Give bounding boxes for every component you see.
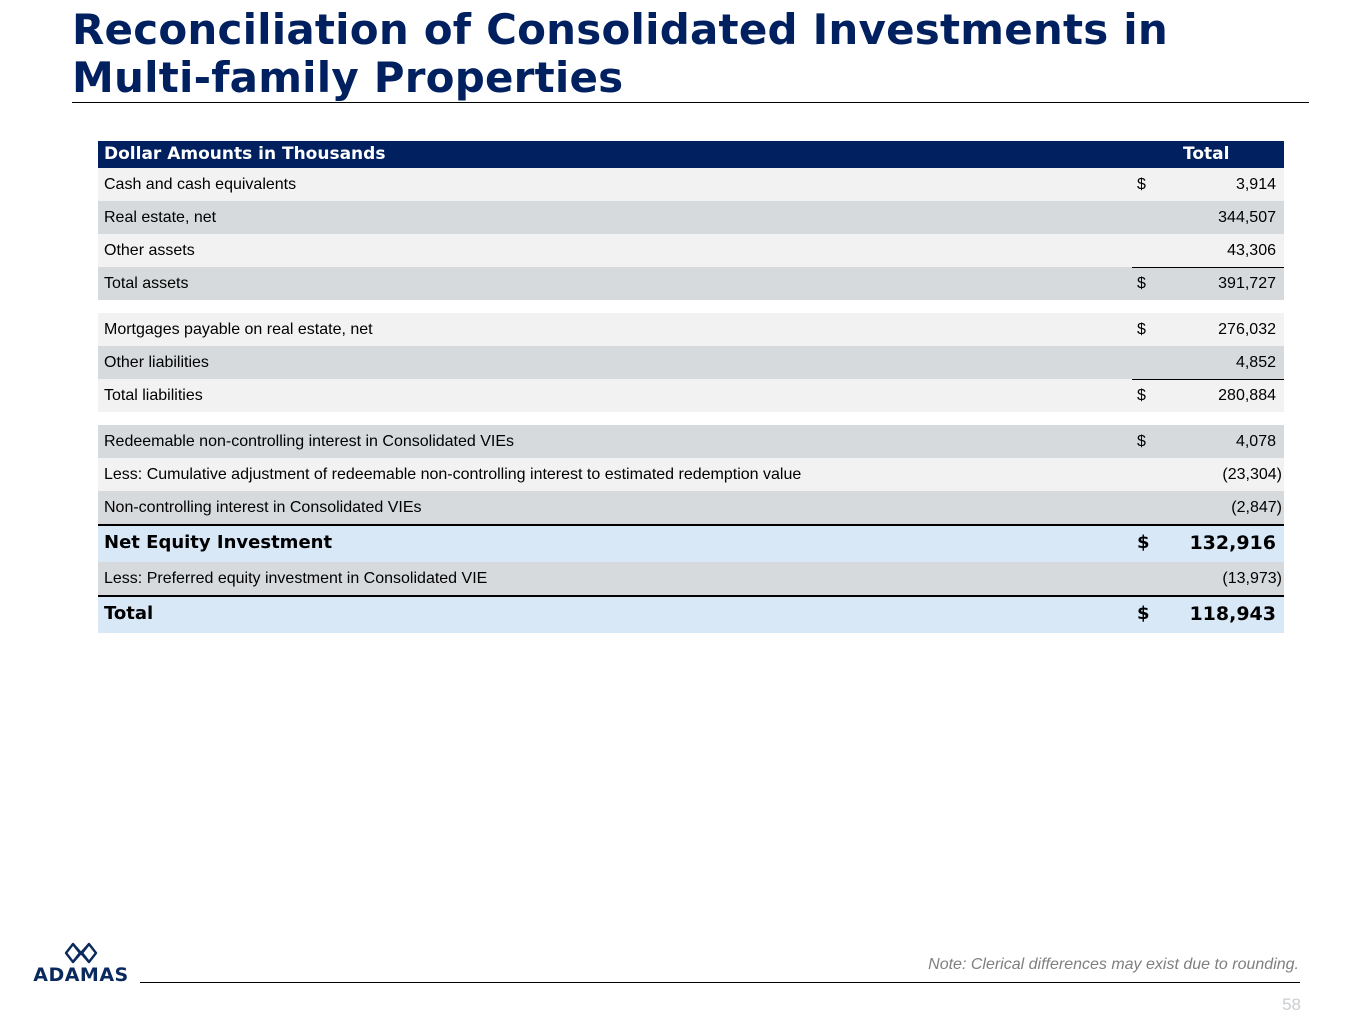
adamas-logo-icon <box>63 940 99 966</box>
row-label: Net Equity Investment <box>104 532 333 553</box>
table-header <box>98 141 1284 168</box>
footer-divider <box>140 982 1300 983</box>
row-value: 276,032 <box>1218 321 1276 338</box>
reconciliation-table <box>98 141 1284 633</box>
section-spacer <box>98 412 1284 425</box>
row-label: Total <box>104 603 154 624</box>
logo-text: ADAMAS <box>33 964 129 986</box>
row-currency: $ <box>1137 387 1146 404</box>
table-row <box>98 458 1284 491</box>
row-currency: $ <box>1137 532 1150 553</box>
row-label: Redeemable non-controlling interest in Consolidated VIEs <box>104 433 515 450</box>
table-row <box>98 313 1284 346</box>
row-value: (2,847) <box>1231 499 1282 516</box>
table-row <box>98 425 1284 458</box>
table-row-subtotal <box>98 267 1284 300</box>
row-label: Real estate, net <box>104 209 217 226</box>
title-divider <box>72 102 1309 103</box>
row-currency: $ <box>1137 275 1146 292</box>
row-value: (13,973) <box>1222 570 1282 587</box>
row-label: Total assets <box>104 275 189 292</box>
table-row <box>98 168 1284 201</box>
row-label: Other liabilities <box>104 354 209 371</box>
row-label: Cash and cash equivalents <box>104 176 297 193</box>
section-spacer <box>98 300 1284 313</box>
total-line <box>98 595 1284 597</box>
row-value: 132,916 <box>1189 532 1276 554</box>
row-value: 43,306 <box>1227 242 1276 259</box>
row-currency: $ <box>1137 176 1146 193</box>
row-value: (23,304) <box>1222 466 1282 483</box>
row-value: 118,943 <box>1189 603 1276 625</box>
row-label: Less: Cumulative adjustment of redeemable non-controlling interest to estimated redemption value <box>104 466 802 483</box>
row-value: 4,852 <box>1235 354 1276 371</box>
row-label: Mortgages payable on real estate, net <box>104 321 373 338</box>
header-total: Total <box>1183 144 1230 164</box>
row-label: Non-controlling interest in Consolidated VIEs <box>104 499 422 516</box>
row-value: 3,914 <box>1235 176 1276 193</box>
page-title: Reconciliation of Consolidated Investments in Multi-family Properties <box>72 5 1168 102</box>
row-value: 391,727 <box>1218 275 1276 292</box>
table-row <box>98 234 1284 267</box>
table-row <box>98 346 1284 379</box>
header-label: Dollar Amounts in Thousands <box>104 144 386 164</box>
row-currency: $ <box>1137 321 1146 338</box>
row-label: Total liabilities <box>104 387 203 404</box>
table-row-net-equity <box>98 524 1284 562</box>
table-row <box>98 562 1284 595</box>
rounding-note: Note: Clerical differences may exist due to rounding. <box>928 956 1299 973</box>
company-logo <box>27 940 135 988</box>
row-value: 280,884 <box>1218 387 1276 404</box>
table-row-total <box>98 595 1284 633</box>
table-row-subtotal <box>98 379 1284 412</box>
table-row <box>98 201 1284 234</box>
row-label: Other assets <box>104 242 195 259</box>
row-label: Less: Preferred equity investment in Consolidated VIE <box>104 570 488 587</box>
row-value: 4,078 <box>1235 433 1276 450</box>
row-currency: $ <box>1137 433 1146 450</box>
row-value: 344,507 <box>1218 209 1276 226</box>
page-number: 58 <box>1282 995 1301 1014</box>
row-currency: $ <box>1137 603 1150 624</box>
table-row <box>98 491 1284 524</box>
